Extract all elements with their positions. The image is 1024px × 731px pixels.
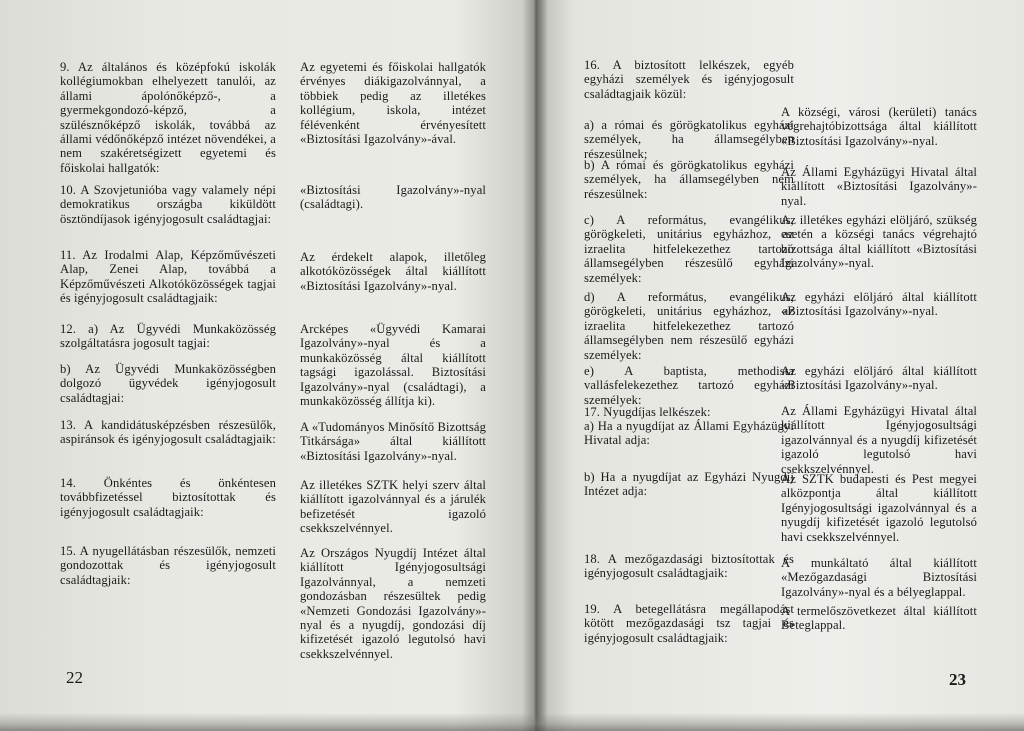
entry-12b: b) Az Ügyvédi Munkaközösségben dolgozó ügyvédek igényjogosult családtagjai: xyxy=(60,362,276,405)
entry-14: 14. Önkéntes és önkéntesen továbbfizetéssel biztosítottak és igényjogosult családtagjaik: xyxy=(60,476,276,519)
proof-10: «Biztosítási Igazolvány»-nyal (családtagi). xyxy=(300,183,486,212)
entry-17: 17. Nyugdíjas lelkészek: xyxy=(584,405,711,419)
entry-17a: a) Ha a nyugdíjat az Állami Egyházügyi Hivatal adja: xyxy=(584,419,794,448)
page-number-right: 23 xyxy=(949,670,966,689)
entry-16: 16. A biztosított lelkészek, egyéb egyházi személyek és igényjogosult családtagjaik közül: xyxy=(584,58,794,101)
proof-18: A munkáltató által kiállított «Mezőgazdasági Biztosítási Igazolvány»-nyal és a bélyeglappal. xyxy=(781,556,977,599)
entry-16c: c) A református, evangélikus, görögkeleti, unitárius egyházhoz, az izraelita hitfelekezethez tartozó államsegélyben részesülő egyházi személyek: xyxy=(584,213,794,285)
proof-15: Az Országos Nyugdíj Intézet által kiállított Igényjogosultsági Igazolvánnyal, a nemzeti gondozásban részesültek pedig «Nemzeti Gondozási Igazolvány»-nyal és a nyugdíj, gondozási díj kifizetését igazoló legutolsó havi csekkszelvénnyel. xyxy=(300,546,486,661)
proof-12: Arcképes «Ügyvédi Kamarai Igazolvány»-nyal és a munkaközösség által kiállított tagsági igazolással. Biztosítási Igazolvány»-nyal (családtagi), a munkaközösség állítja ki). xyxy=(300,322,486,409)
proof-17b: Az SZTK budapesti és Pest megyei alközpontja által kiállított Igényjogosultsági igazolvánnyal és a nyugdíj kifizetését igazoló legutolsó havi csekkszelvénnyel. xyxy=(781,472,977,544)
proof-16d: Az egyházi elöljáró által kiállított «Biztosítási Igazolvány»-nyal. xyxy=(781,290,977,319)
entry-9: 9. Az általános és középfokú iskolák kollégiumokban elhelyezett tanulói, az állami ápolónőképző-, a gyermekgondozó-képző, a szülésznőképző iskolák, továbbá az állami védőnőképző intézet növendékei, a nem szakéretségizett egyetemi és főiskolai hallgatók: xyxy=(60,60,276,175)
proof-14: Az illetékes SZTK helyi szerv által kiállított igazolvánnyal és a járulék befizetését igazoló csekkszelvénnyel. xyxy=(300,478,486,536)
entry-19: 19. A betegellátásra megállapodást kötött mezőgazdasági tsz tagjai és igényjogosult családtagjaik: xyxy=(584,602,794,645)
proof-9: Az egyetemi és főiskolai hallgatók érvényes diákigazolvánnyal, a többiek pedig az illetékes kollégium, iskola, intézet félévenként érvényesített «Biztosítási Igazolvány»-ával. xyxy=(300,60,486,147)
page-bottom-shadow xyxy=(0,713,1024,731)
proof-11: Az érdekelt alapok, illetőleg alkotóközösségek által kiállított «Biztosítási Igazolvány»-nyal. xyxy=(300,250,486,293)
proof-16e: Az egyházi elöljáró által kiállított «Biztosítási Igazolvány»-nyal. xyxy=(781,364,977,393)
proof-16a: A községi, városi (kerületi) tanács végrehajtóbizottsága által kiállított «Biztosítási Igazolvány»-nyal. xyxy=(781,105,977,148)
entry-16a: a) a római és görögkatolikus egyházi személyek, ha államsegélyben részesülnek; xyxy=(584,118,794,161)
proof-16c: Az illetékes egyházi elöljáró, szükség esetén a községi tanács végrehajtó bizottsága által kiállított «Biztosítási Igazolvány»-nyal. xyxy=(781,213,977,271)
entry-10: 10. A Szovjetunióba vagy valamely népi demokratikus országba kiküldött ösztöndíjasok igényjogosult családtagjai: xyxy=(60,183,276,226)
entry-11: 11. Az Irodalmi Alap, Képzőművészeti Alap, Zenei Alap, továbbá a Képzőművészeti Alkotóközösségek tagjai és igényjogosult családtagjaik: xyxy=(60,248,276,306)
entry-16d: d) A református, evangélikus, görögkeleti, unitárius egyházhoz, az izraelita hitfelekezethez tartozó államsegélyben nem részesülő egyházi személyek: xyxy=(584,290,794,362)
entry-18: 18. A mezőgazdasági biztosítottak és igényjogosult családtagjaik: xyxy=(584,552,794,581)
entry-16e: e) A baptista, methodista vallásfelekezethez tartozó egyházi személyek: xyxy=(584,364,794,407)
entry-13: 13. A kandidátusképzésben részesülők, aspiránsok és igényjogosult családtagjaik: xyxy=(60,418,276,447)
entry-15: 15. A nyugellátásban részesülők, nemzeti gondozottak és igényjogosult családtagjaik: xyxy=(60,544,276,587)
proof-17a: Az Állami Egyházügyi Hivatal által kiállított Igényjogosultsági igazolvánnyal és a nyugdíj kifizetését igazoló legutolsó havi csekkszelvénnyel. xyxy=(781,404,977,476)
entry-12a: 12. a) Az Ügyvédi Munkaközösség szolgáltatásra jogosult tagjai: xyxy=(60,322,276,351)
proof-16b: Az Állami Egyházügyi Hivatal által kiállított «Biztosítási Igazolvány»-nyal. xyxy=(781,165,977,208)
entry-16b: b) A római és görögkatolikus egyházi személyek, ha államsegélyben nem részesülnek: xyxy=(584,158,794,201)
proof-13: A «Tudományos Minősítő Bizottság Titkársága» által kiállított «Biztosítási Igazolvány»-nyal. xyxy=(300,420,486,463)
book-gutter-shadow xyxy=(522,0,548,731)
page-number-left: 22 xyxy=(66,668,83,687)
entry-17b: b) Ha a nyugdíjat az Egyházi Nyugdíj Intézet adja: xyxy=(584,470,794,499)
right-page xyxy=(535,0,1024,731)
proof-19: A termelőszövetkezet által kiállított Beteglappal. xyxy=(781,604,977,633)
